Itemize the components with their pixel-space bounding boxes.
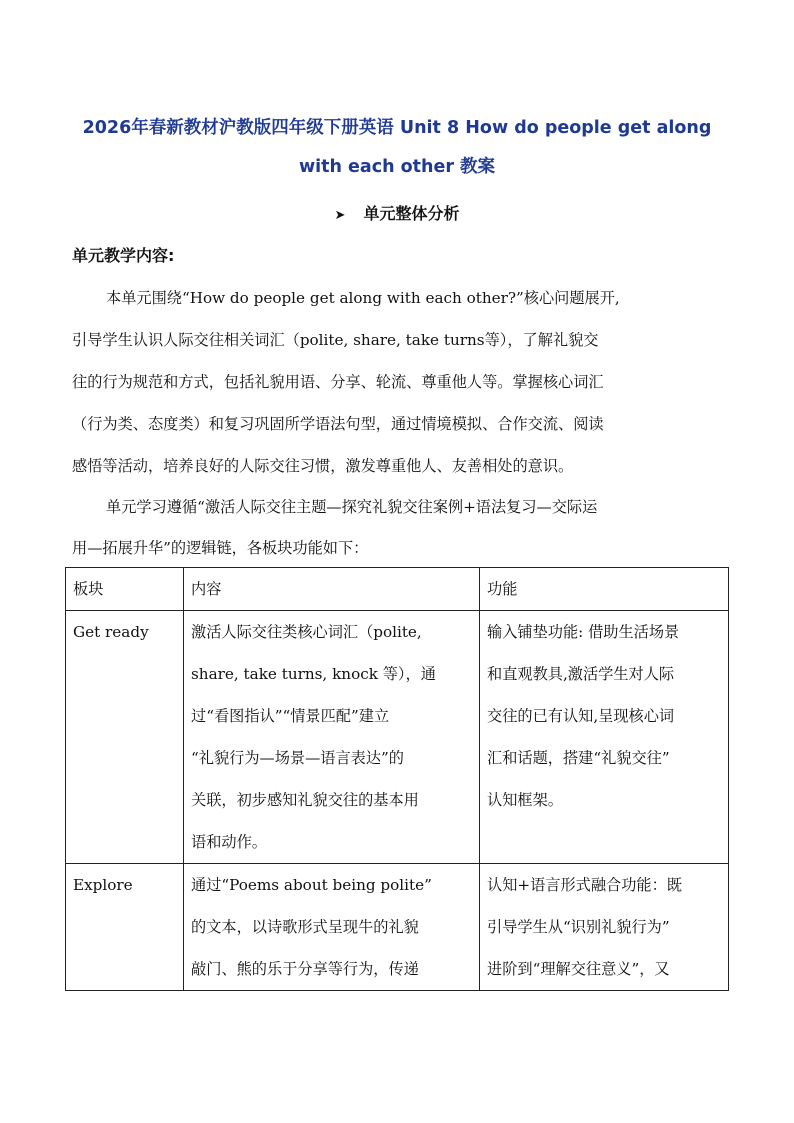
block-label: Get ready bbox=[73, 623, 149, 641]
block-label: Explore bbox=[73, 876, 133, 894]
function-line: 交往的已有认知,呈现核心词 bbox=[487, 707, 675, 725]
content-heading: 单元教学内容: bbox=[72, 246, 175, 265]
header-cell bbox=[480, 568, 729, 611]
content-line: 通过“Poems about being polite” bbox=[191, 876, 432, 894]
header-cell bbox=[184, 568, 480, 611]
module-table bbox=[65, 567, 729, 991]
paragraph2-line: 用—拓展升华”的逻辑链，各板块功能如下： bbox=[72, 539, 369, 557]
content-line: “礼貌行为—场景—语言表达”的 bbox=[191, 749, 404, 767]
paragraph2-line: 单元学习遵循“激活人际交往主题—探究礼貌交往案例+语法复习—交际运 bbox=[106, 498, 598, 516]
content-line: 语和动作。 bbox=[191, 833, 267, 851]
section-heading-text: 单元整体分析 bbox=[363, 204, 460, 223]
content-line: share, take turns, knock 等），通 bbox=[191, 665, 436, 683]
table-header-row bbox=[66, 568, 729, 611]
function-cell bbox=[480, 864, 729, 991]
content-line: 敲门、熊的乐于分享等行为，传递 bbox=[191, 960, 419, 978]
header-label: 板块 bbox=[73, 580, 104, 598]
content-line: 激活人际交往类核心词汇（polite, bbox=[191, 623, 422, 641]
paragraph1-line: 引导学生认识人际交往相关词汇（polite, share, take turns等），了解礼貌交 bbox=[72, 331, 599, 349]
paragraph1-line: （行为类、态度类）和复习巩固所学语法句型，通过情境模拟、合作交流、阅读 bbox=[72, 415, 604, 433]
paragraph1-line: 往的行为规范和方式，包括礼貌用语、分享、轮流、尊重他人等。掌握核心词汇 bbox=[72, 373, 604, 391]
function-line: 进阶到“理解交往意义”，又 bbox=[487, 960, 670, 978]
function-line: 引导学生从“识别礼貌行为” bbox=[487, 918, 670, 936]
section-heading bbox=[0, 204, 794, 226]
content-cell bbox=[184, 611, 480, 864]
header-label: 内容 bbox=[191, 580, 222, 598]
content-cell bbox=[184, 864, 480, 991]
function-cell bbox=[480, 611, 729, 864]
content-line: 的文本，以诗歌形式呈现牛的礼貌 bbox=[191, 918, 419, 936]
table-row bbox=[66, 864, 729, 991]
function-line: 输入铺垫功能: 借助生活场景 bbox=[487, 623, 680, 641]
function-line: 认知框架。 bbox=[487, 791, 563, 809]
header-label: 功能 bbox=[487, 580, 518, 598]
function-line: 汇和话题，搭建“礼貌交往” bbox=[487, 749, 670, 767]
content-line: 过“看图指认”“情景匹配”建立 bbox=[191, 707, 390, 725]
arrow-bullet-icon: ➤ bbox=[334, 208, 346, 223]
paragraph1-line: 感悟等活动，培养良好的人际交往习惯，激发尊重他人、友善相处的意识。 bbox=[72, 457, 574, 475]
document-title-line2: with each other 教案 bbox=[298, 157, 496, 177]
content-line: 关联，初步感知礼貌交往的基本用 bbox=[191, 791, 419, 809]
function-line: 认知+语言形式融合功能：既 bbox=[487, 876, 682, 894]
header-cell bbox=[66, 568, 184, 611]
document-title-line1: 2026年春新教材沪教版四年级下册英语 Unit 8 How do people get along bbox=[82, 118, 712, 138]
block-cell bbox=[66, 864, 184, 991]
block-cell bbox=[66, 611, 184, 864]
paragraph1-line: 本单元围绕“How do people get along with each other?”核心问题展开, bbox=[106, 289, 620, 307]
table-row bbox=[66, 611, 729, 864]
function-line: 和直观教具,激活学生对人际 bbox=[487, 665, 675, 683]
